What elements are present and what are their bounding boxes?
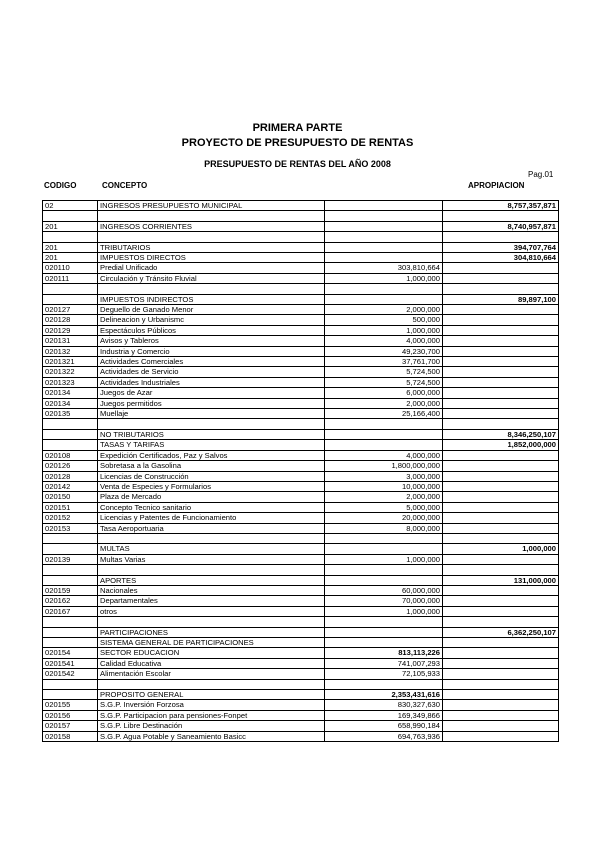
- value-cell: [325, 637, 443, 647]
- total-cell: 8,346,250,107: [443, 429, 559, 439]
- table-row: [43, 658, 559, 668]
- total-cell: [443, 617, 559, 627]
- table-row: [43, 440, 559, 450]
- value-cell: 4,000,000: [325, 450, 443, 460]
- code-cell: 020134: [43, 388, 98, 398]
- concept-cell: TASAS Y TARIFAS: [98, 440, 325, 450]
- spacer-row: [43, 211, 559, 221]
- code-cell: 020159: [43, 585, 98, 595]
- value-cell: [325, 253, 443, 263]
- spacer-row: [43, 565, 559, 575]
- table-row: [43, 388, 559, 398]
- total-cell: [443, 325, 559, 335]
- code-cell: 201: [43, 242, 98, 252]
- total-cell: [443, 481, 559, 491]
- code-cell: 020127: [43, 305, 98, 315]
- total-cell: 304,810,664: [443, 253, 559, 263]
- total-cell: [443, 658, 559, 668]
- concept-cell: [98, 284, 325, 294]
- value-cell: 2,000,000: [325, 305, 443, 315]
- table-row: [43, 471, 559, 481]
- concept-cell: [98, 232, 325, 242]
- code-cell: 0201322: [43, 367, 98, 377]
- value-cell: [325, 419, 443, 429]
- concept-cell: Industria y Comercio: [98, 346, 325, 356]
- concept-cell: Espectáculos Públicos: [98, 325, 325, 335]
- code-cell: 020150: [43, 492, 98, 502]
- value-cell: 169,349,866: [325, 710, 443, 720]
- code-cell: 020155: [43, 700, 98, 710]
- total-cell: [443, 689, 559, 699]
- value-cell: 60,000,000: [325, 585, 443, 595]
- total-cell: [443, 669, 559, 679]
- table-row: [43, 700, 559, 710]
- total-cell: [443, 419, 559, 429]
- value-cell: 1,000,000: [325, 554, 443, 564]
- value-cell: 1,800,000,000: [325, 461, 443, 471]
- total-cell: [443, 513, 559, 523]
- concept-cell: Licencias y Patentes de Funcionamiento: [98, 513, 325, 523]
- value-cell: 37,761,700: [325, 357, 443, 367]
- spacer-row: [43, 679, 559, 689]
- code-cell: 020128: [43, 471, 98, 481]
- value-cell: 4,000,000: [325, 336, 443, 346]
- concept-cell: [98, 211, 325, 221]
- code-cell: 020132: [43, 346, 98, 356]
- value-cell: [325, 575, 443, 585]
- total-cell: [443, 273, 559, 283]
- concept-cell: Actividades de Servicio: [98, 367, 325, 377]
- document-title: PRIMERA PARTE: [252, 122, 343, 134]
- total-cell: [443, 232, 559, 242]
- total-cell: [443, 700, 559, 710]
- table-row: [43, 544, 559, 554]
- value-cell: 2,000,000: [325, 492, 443, 502]
- spacer-row: [43, 419, 559, 429]
- value-cell: 303,810,664: [325, 263, 443, 273]
- table-row: [43, 585, 559, 595]
- total-cell: [443, 606, 559, 616]
- code-cell: [43, 419, 98, 429]
- total-cell: [443, 461, 559, 471]
- value-cell: [325, 201, 443, 211]
- concept-cell: S.G.P. Participacion para pensiones-Fonpet: [98, 710, 325, 720]
- code-cell: 020110: [43, 263, 98, 273]
- code-cell: [43, 294, 98, 304]
- total-cell: 1,852,000,000: [443, 440, 559, 450]
- value-cell: [325, 232, 443, 242]
- table-row: [43, 689, 559, 699]
- table-row: [43, 481, 559, 491]
- concept-cell: APORTES: [98, 575, 325, 585]
- table-row: [43, 409, 559, 419]
- code-cell: 020131: [43, 336, 98, 346]
- total-cell: [443, 731, 559, 741]
- value-cell: [325, 544, 443, 554]
- concept-cell: Venta de Especies y Formularios: [98, 481, 325, 491]
- value-cell: 830,327,630: [325, 700, 443, 710]
- total-cell: [443, 346, 559, 356]
- table-row: [43, 357, 559, 367]
- concept-cell: [98, 617, 325, 627]
- code-cell: 020153: [43, 523, 98, 533]
- concept-cell: Tasa Aeroportuaria: [98, 523, 325, 533]
- value-cell: 8,000,000: [325, 523, 443, 533]
- code-cell: 201: [43, 221, 98, 231]
- value-cell: 20,000,000: [325, 513, 443, 523]
- table-row: [43, 731, 559, 741]
- concept-cell: Deguello de Ganado Menor: [98, 305, 325, 315]
- concept-cell: TRIBUTARIOS: [98, 242, 325, 252]
- total-cell: 8,757,357,871: [443, 201, 559, 211]
- concept-cell: Departamentales: [98, 596, 325, 606]
- concept-cell: Actividades Comerciales: [98, 357, 325, 367]
- table-row: [43, 554, 559, 564]
- total-cell: [443, 492, 559, 502]
- code-cell: 020126: [43, 461, 98, 471]
- concept-cell: INGRESOS PRESUPUESTO MUNICIPAL: [98, 201, 325, 211]
- table-row: [43, 648, 559, 658]
- table-row: [43, 502, 559, 512]
- value-cell: 5,724,500: [325, 377, 443, 387]
- code-cell: 020162: [43, 596, 98, 606]
- total-cell: [443, 367, 559, 377]
- table-row: [43, 294, 559, 304]
- code-cell: [43, 637, 98, 647]
- value-cell: [325, 221, 443, 231]
- total-cell: [443, 554, 559, 564]
- code-cell: [43, 617, 98, 627]
- column-header-concepto: CONCEPTO: [102, 181, 148, 190]
- value-cell: [325, 242, 443, 252]
- code-cell: 020139: [43, 554, 98, 564]
- table-row: [43, 325, 559, 335]
- concept-cell: Concepto Tecnico sanitario: [98, 502, 325, 512]
- value-cell: 72,105,933: [325, 669, 443, 679]
- code-cell: 0201321: [43, 357, 98, 367]
- total-cell: [443, 710, 559, 720]
- table-row: [43, 398, 559, 408]
- concept-cell: Licencias de Construcción: [98, 471, 325, 481]
- column-header-codigo: CODIGO: [44, 181, 77, 190]
- value-cell: [325, 565, 443, 575]
- table-row: [43, 710, 559, 720]
- table-row: [43, 201, 559, 211]
- spacer-row: [43, 284, 559, 294]
- value-cell: 500,000: [325, 315, 443, 325]
- total-cell: [443, 398, 559, 408]
- concept-cell: Alimentación Escolar: [98, 669, 325, 679]
- value-cell: [325, 440, 443, 450]
- code-cell: 020134: [43, 398, 98, 408]
- table-row: [43, 461, 559, 471]
- concept-cell: NO TRIBUTARIOS: [98, 429, 325, 439]
- spacer-row: [43, 232, 559, 242]
- total-cell: [443, 533, 559, 543]
- spacer-row: [43, 533, 559, 543]
- concept-cell: [98, 533, 325, 543]
- concept-cell: otros: [98, 606, 325, 616]
- concept-cell: Calidad Educativa: [98, 658, 325, 668]
- total-cell: [443, 377, 559, 387]
- table-row: [43, 336, 559, 346]
- total-cell: 1,000,000: [443, 544, 559, 554]
- value-cell: 6,000,000: [325, 388, 443, 398]
- concept-cell: S.G.P. Inversión Forzosa: [98, 700, 325, 710]
- total-cell: [443, 305, 559, 315]
- value-cell: 2,353,431,616: [325, 689, 443, 699]
- concept-cell: SISTEMA GENERAL DE PARTICIPACIONES: [98, 637, 325, 647]
- table-row: [43, 377, 559, 387]
- concept-cell: Circulación y Tránsito Fluvial: [98, 273, 325, 283]
- code-cell: 020129: [43, 325, 98, 335]
- table-row: [43, 721, 559, 731]
- code-cell: 020128: [43, 315, 98, 325]
- page-number: Pag.01: [528, 170, 554, 179]
- table-row: [43, 627, 559, 637]
- table-row: [43, 315, 559, 325]
- concept-cell: S.G.P. Libre Destinación: [98, 721, 325, 731]
- code-cell: 020167: [43, 606, 98, 616]
- code-cell: 02: [43, 201, 98, 211]
- concept-cell: [98, 419, 325, 429]
- total-cell: 6,362,250,107: [443, 627, 559, 637]
- total-cell: [443, 388, 559, 398]
- table-row: [43, 305, 559, 315]
- code-cell: [43, 689, 98, 699]
- value-cell: [325, 211, 443, 221]
- table-row: [43, 242, 559, 252]
- total-cell: [443, 679, 559, 689]
- value-cell: [325, 294, 443, 304]
- table-row: [43, 596, 559, 606]
- total-cell: [443, 336, 559, 346]
- total-cell: [443, 523, 559, 533]
- concept-cell: Delineacion y Urbanismc: [98, 315, 325, 325]
- code-cell: 020157: [43, 721, 98, 731]
- code-cell: 0201323: [43, 377, 98, 387]
- code-cell: 020151: [43, 502, 98, 512]
- code-cell: 201: [43, 253, 98, 263]
- code-cell: [43, 429, 98, 439]
- code-cell: [43, 565, 98, 575]
- code-cell: [43, 284, 98, 294]
- total-cell: 8,740,957,871: [443, 221, 559, 231]
- table-row: [43, 253, 559, 263]
- table-row: [43, 492, 559, 502]
- total-cell: 131,000,000: [443, 575, 559, 585]
- value-cell: 25,166,400: [325, 409, 443, 419]
- value-cell: 1,000,000: [325, 273, 443, 283]
- table-row: [43, 606, 559, 616]
- concept-cell: PROPOSITO GENERAL: [98, 689, 325, 699]
- table-row: [43, 669, 559, 679]
- concept-cell: IMPUESTOS INDIRECTOS: [98, 294, 325, 304]
- concept-cell: Muellaje: [98, 409, 325, 419]
- concept-cell: INGRESOS CORRIENTES: [98, 221, 325, 231]
- concept-cell: S.G.P. Agua Potable y Saneamiento Basicc: [98, 731, 325, 741]
- total-cell: 89,897,100: [443, 294, 559, 304]
- concept-cell: [98, 565, 325, 575]
- code-cell: 020156: [43, 710, 98, 720]
- value-cell: 5,000,000: [325, 502, 443, 512]
- total-cell: [443, 450, 559, 460]
- value-cell: [325, 679, 443, 689]
- value-cell: 1,000,000: [325, 325, 443, 335]
- value-cell: 49,230,700: [325, 346, 443, 356]
- concept-cell: PARTICIPACIONES: [98, 627, 325, 637]
- code-cell: 020142: [43, 481, 98, 491]
- total-cell: [443, 721, 559, 731]
- table-row: [43, 263, 559, 273]
- concept-cell: SECTOR EDUCACION: [98, 648, 325, 658]
- code-cell: [43, 533, 98, 543]
- total-cell: [443, 596, 559, 606]
- budget-year-heading: PRESUPUESTO DE RENTAS DEL AÑO 2008: [204, 159, 391, 169]
- table-row: [43, 273, 559, 283]
- table-row: [43, 221, 559, 231]
- code-cell: [43, 679, 98, 689]
- code-cell: 020152: [43, 513, 98, 523]
- total-cell: [443, 315, 559, 325]
- spacer-row: [43, 617, 559, 627]
- value-cell: 741,007,293: [325, 658, 443, 668]
- column-header-apropiacion: APROPIACION: [468, 181, 525, 190]
- value-cell: 5,724,500: [325, 367, 443, 377]
- concept-cell: Multas Varias: [98, 554, 325, 564]
- table-row: [43, 637, 559, 647]
- concept-cell: IMPUESTOS DIRECTOS: [98, 253, 325, 263]
- concept-cell: Expedición Certificados, Paz y Salvos: [98, 450, 325, 460]
- value-cell: 813,113,226: [325, 648, 443, 658]
- value-cell: 2,000,000: [325, 398, 443, 408]
- value-cell: 1,000,000: [325, 606, 443, 616]
- value-cell: [325, 533, 443, 543]
- total-cell: [443, 284, 559, 294]
- code-cell: 020158: [43, 731, 98, 741]
- code-cell: 0201542: [43, 669, 98, 679]
- code-cell: 020154: [43, 648, 98, 658]
- budget-table: [42, 200, 559, 742]
- code-cell: [43, 232, 98, 242]
- code-cell: 020111: [43, 273, 98, 283]
- table-row: [43, 575, 559, 585]
- table-row: [43, 450, 559, 460]
- concept-cell: Actividades Industriales: [98, 377, 325, 387]
- concept-cell: Predial Unificado: [98, 263, 325, 273]
- concept-cell: Plaza de Mercado: [98, 492, 325, 502]
- code-cell: [43, 627, 98, 637]
- code-cell: [43, 211, 98, 221]
- table-row: [43, 346, 559, 356]
- total-cell: [443, 637, 559, 647]
- total-cell: [443, 648, 559, 658]
- code-cell: [43, 575, 98, 585]
- total-cell: [443, 263, 559, 273]
- concept-cell: MULTAS: [98, 544, 325, 554]
- total-cell: [443, 502, 559, 512]
- concept-cell: Juegos de Azar: [98, 388, 325, 398]
- total-cell: [443, 409, 559, 419]
- concept-cell: Sobretasa a la Gasolina: [98, 461, 325, 471]
- value-cell: 70,000,000: [325, 596, 443, 606]
- value-cell: [325, 429, 443, 439]
- table-row: [43, 429, 559, 439]
- code-cell: 020135: [43, 409, 98, 419]
- concept-cell: Nacionales: [98, 585, 325, 595]
- document-subtitle: PROYECTO DE PRESUPUESTO DE RENTAS: [181, 137, 414, 149]
- code-cell: [43, 544, 98, 554]
- code-cell: [43, 440, 98, 450]
- value-cell: 10,000,000: [325, 481, 443, 491]
- code-cell: 020108: [43, 450, 98, 460]
- total-cell: [443, 565, 559, 575]
- table-row: [43, 523, 559, 533]
- table-row: [43, 513, 559, 523]
- total-cell: [443, 357, 559, 367]
- value-cell: 694,763,936: [325, 731, 443, 741]
- value-cell: 658,990,184: [325, 721, 443, 731]
- value-cell: 3,000,000: [325, 471, 443, 481]
- value-cell: [325, 617, 443, 627]
- value-cell: [325, 627, 443, 637]
- total-cell: [443, 585, 559, 595]
- total-cell: 394,707,764: [443, 242, 559, 252]
- code-cell: 0201541: [43, 658, 98, 668]
- total-cell: [443, 211, 559, 221]
- concept-cell: Avisos y Tableros: [98, 336, 325, 346]
- total-cell: [443, 471, 559, 481]
- concept-cell: [98, 679, 325, 689]
- table-row: [43, 367, 559, 377]
- concept-cell: Juegos permitidos: [98, 398, 325, 408]
- value-cell: [325, 284, 443, 294]
